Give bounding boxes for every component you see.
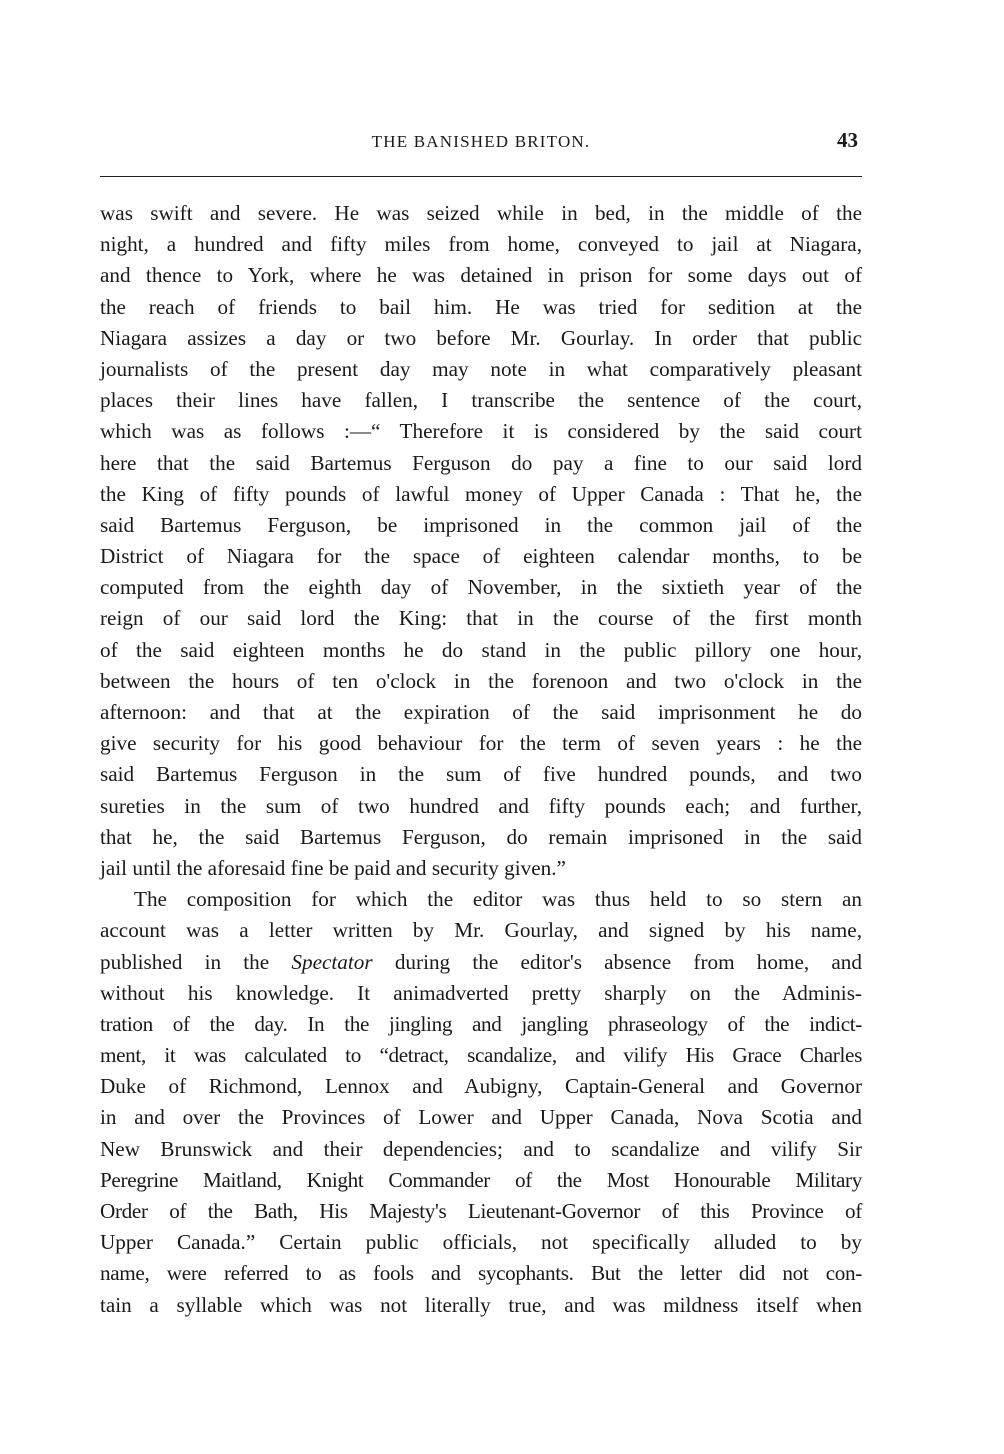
italic-title: Spectator [291, 949, 373, 974]
header-rule [100, 176, 862, 177]
text-line: of the said eighteen months he do stand in the public pillory one hour, [100, 637, 862, 662]
body-text [100, 198, 862, 1321]
text-line: give security for his good behaviour for the term of seven years : he the [100, 731, 862, 756]
text-line: between the hours of ten o'clock in the forenoon and two o'clock in the [100, 668, 862, 693]
text-line: Duke of Richmond, Lennox and Aubigny, Captain-General and Governor [100, 1074, 862, 1099]
text-line: in and over the Provinces of Lower and Upper Canada, Nova Scotia and [100, 1105, 862, 1130]
page-number: 43 [837, 128, 858, 152]
text-line: ment, it was calculated to “detract, scandalize, and vilify His Grace Charles [100, 1043, 862, 1068]
text-line: was swift and severe. He was seized while in bed, in the middle of the [100, 201, 862, 225]
text-line: afternoon: and that at the expiration of the said imprisonment he do [100, 700, 862, 724]
text-line: jail until the aforesaid fine be paid and security given.” [100, 855, 566, 880]
text-line: which was as follows :—“ Therefore it is considered by the said court [100, 419, 862, 444]
text-line: said Bartemus Ferguson in the sum of five hundred pounds, and two [100, 762, 862, 787]
text-line: Upper Canada.” Certain public officials, not specifically alluded to by [100, 1230, 862, 1255]
text-line: without his knowledge. It animadverted pretty sharply on the Adminis- [100, 980, 862, 1005]
text-line: and thence to York, where he was detained in prison for some days out of [100, 263, 862, 288]
text-line: night, a hundred and fifty miles from home, conveyed to jail at Niagara, [100, 232, 862, 257]
text-line: here that the said Bartemus Ferguson do pay a fine to our said lord [100, 450, 862, 475]
text-fragment: during the editor's absence from home, and [372, 949, 862, 974]
text-line: reign of our said lord the King: that in the course of the first month [100, 606, 862, 631]
text-line: the King of fifty pounds of lawful money of Upper Canada : That he, the [100, 481, 862, 506]
text-line: tration of the day. In the jingling and jangling phraseology of the indict- [100, 1011, 862, 1036]
text-fragment: published in the [100, 949, 292, 974]
text-line: name, were referred to as fools and sycophants. But the letter did not con- [100, 1261, 862, 1286]
text-line: New Brunswick and their dependencies; and to scandalize and vilify Sir [100, 1136, 862, 1161]
text-line: computed from the eighth day of November, in the sixtieth year of the [100, 575, 862, 600]
text-line: the reach of friends to bail him. He was tried for sedition at the [100, 294, 862, 319]
text-line: places their lines have fallen, I transcribe the sentence of the court, [100, 388, 862, 413]
text-line: The composition for which the editor was thus held to so stern an [134, 887, 862, 912]
text-line: Niagara assizes a day or two before Mr. Gourlay. In order that public [100, 325, 862, 350]
text-line: Peregrine Maitland, Knight Commander of the Most Honourable Military [100, 1167, 862, 1192]
text-line: journalists of the present day may note in what comparatively pleasant [100, 356, 862, 381]
text-line: District of Niagara for the space of eighteen calendar months, to be [100, 544, 862, 569]
text-line: Order of the Bath, His Majesty's Lieutenant-Governor of this Province of [100, 1199, 862, 1223]
text-line: sureties in the sum of two hundred and fifty pounds each; and further, [100, 793, 862, 818]
text-line: tain a syllable which was not literally true, and was mildness itself when [100, 1292, 862, 1317]
page-header [100, 126, 862, 160]
text-line: that he, the said Bartemus Ferguson, do remain imprisoned in the said [100, 824, 862, 849]
running-head: THE BANISHED BRITON. [371, 132, 591, 151]
text-line [100, 947, 862, 978]
text-line: said Bartemus Ferguson, be imprisoned in the common jail of the [100, 512, 862, 537]
text-line: account was a letter written by Mr. Gourlay, and signed by his name, [100, 918, 862, 943]
